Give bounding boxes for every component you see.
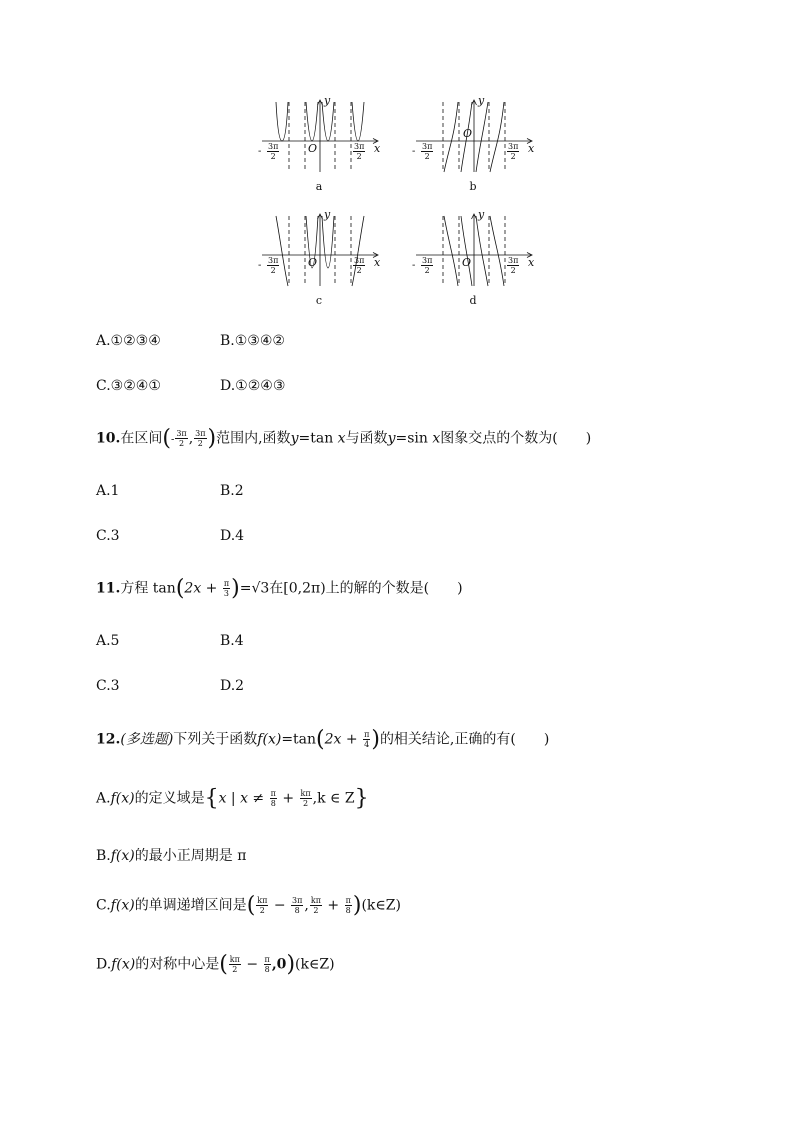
q11-option-b: B.4 (220, 633, 244, 649)
y-axis-label: y (478, 208, 485, 221)
q10-text: =sin (395, 430, 433, 447)
q10-text: 图象交点的个数为( ) (440, 430, 592, 447)
q10-stem: 10.在区间(- $\frac{3\pi}{2}$ , $\frac{3\pi}{2}$ )范围内,函数y=tan x与函数y=sin x图象交点的个数为( ) (96, 426, 592, 451)
set-builder: x | x ≠ (218, 790, 269, 807)
fraction: $\frac{\pi}{3}$ (223, 579, 230, 598)
q11-stem (96, 576, 463, 601)
origin-label: O (308, 256, 318, 269)
q12-option-a (96, 786, 369, 811)
minus: − (241, 956, 263, 973)
minus: - (170, 434, 175, 446)
origin-label: O (463, 127, 473, 140)
fraction: $\frac{k\pi}{2}$ (310, 896, 321, 915)
x-axis-label: x (528, 142, 535, 155)
y-axis-label: y (324, 208, 331, 221)
x-axis-label: x (528, 256, 535, 269)
argument: 2x + (324, 731, 363, 748)
option-text: 的最小正周期是 π (134, 848, 247, 864)
left-tick-minus: - (258, 146, 262, 157)
multi-choice-tag: (多选题) (120, 731, 174, 748)
graph-a-plot (254, 94, 384, 174)
fraction: $\frac{3\pi}{2}$ (195, 429, 206, 448)
right-paren: ) (371, 727, 380, 752)
fraction: $\frac{\pi}{8}$ (264, 955, 270, 974)
fraction: $\frac{k\pi}{2}$ (300, 789, 311, 808)
graph-caption: c (315, 294, 323, 307)
option-letter: A. (96, 790, 111, 807)
function-name: f(x) (110, 790, 135, 807)
y-axis-label: y (478, 94, 485, 107)
origin-label: O (462, 256, 472, 269)
graph-b-plot (408, 94, 538, 174)
fraction: $\frac{\pi}{8}$ (345, 896, 351, 915)
equals: = (239, 580, 252, 597)
graph-d-plot (408, 208, 538, 288)
origin-label: O (308, 142, 318, 155)
x-axis-label: x (374, 142, 381, 155)
sqrt-three: √3 (251, 580, 270, 597)
function-name: f(x) (110, 897, 135, 914)
y-axis-label: y (324, 94, 331, 107)
var-x: x (432, 430, 441, 447)
right-tick-label: $\frac{3\pi}{2}$ (354, 256, 365, 275)
q10-option-a: A.1 (96, 483, 120, 499)
q11-option-d: D.2 (220, 678, 245, 694)
left-tick-minus: - (258, 260, 262, 271)
q9-option-c: C.③②④① (96, 378, 161, 394)
right-paren: ) (231, 576, 240, 601)
fraction: $\frac{3\pi}{2}$ (176, 429, 187, 448)
left-paren: ( (246, 893, 256, 918)
option-letter: B. (96, 848, 111, 864)
graph-c-plot (254, 208, 384, 288)
fraction: $\frac{\pi}{8}$ (270, 789, 276, 808)
function-name: f(x) (111, 956, 136, 973)
left-paren: ( (316, 727, 325, 752)
q9-option-d: D.①②④③ (220, 378, 286, 394)
left-tick-label: $\frac{3\pi}{2}$ (422, 142, 433, 161)
q10-text: 与函数 (345, 430, 388, 447)
option-text: 的定义域是 (134, 790, 205, 807)
q12-option-b (96, 845, 246, 865)
fraction: $\frac{k\pi}{2}$ (229, 955, 240, 974)
graph-a (254, 94, 384, 199)
right-brace: } (354, 786, 369, 811)
q9-option-b: B.①③④② (220, 333, 285, 349)
option-text: 的对称中心是 (135, 956, 220, 973)
graph-b (408, 94, 538, 199)
plus: + (277, 790, 299, 807)
var-y: y (387, 430, 396, 447)
zero: ,0 (271, 956, 287, 973)
graph-caption: d (469, 294, 477, 307)
minus: − (269, 897, 291, 914)
q9-option-a: A.①②③④ (96, 333, 161, 349)
q10-option-d: D.4 (220, 528, 245, 544)
graph-c (254, 208, 384, 313)
set-builder: ,k ∈ Z (312, 790, 355, 807)
integer-condition: (k∈Z) (295, 956, 335, 973)
x-axis-label: x (374, 256, 381, 269)
left-tick-label: $\frac{3\pi}{2}$ (268, 142, 279, 161)
question-number: 11. (96, 580, 121, 597)
graph-caption: a (315, 180, 323, 193)
q10-text: 范围内,函数 (216, 430, 291, 447)
left-tick-minus: - (412, 146, 416, 157)
question-number: 12. (96, 731, 121, 748)
graph-caption: b (469, 180, 477, 193)
option-letter: C. (96, 897, 111, 914)
left-paren: ( (219, 952, 228, 977)
question-number: 10. (96, 430, 121, 447)
fraction: $\frac{k\pi}{2}$ (257, 896, 268, 915)
option-text: 的单调递增区间是 (134, 897, 247, 914)
var-x: x (337, 430, 346, 447)
right-tick-label: $\frac{3\pi}{2}$ (354, 142, 365, 161)
argument: 2x + (184, 580, 222, 597)
function-name: f(x) (257, 731, 282, 748)
q10-text: =tan (298, 430, 338, 447)
left-tick-minus: - (412, 260, 416, 271)
var-y: y (290, 430, 299, 447)
q12-option-c (96, 893, 401, 918)
q12-text: 的相关结论,正确的有( ) (379, 731, 550, 748)
q11-text: 在[0,2π)上的解的个数是( ) (269, 580, 463, 597)
integer-condition: (k∈Z) (361, 897, 401, 914)
plus: + (322, 897, 344, 914)
q10-option-b: B.2 (220, 483, 244, 499)
fraction: $\frac{3\pi}{8}$ (292, 896, 303, 915)
left-tick-label: $\frac{3\pi}{2}$ (422, 256, 433, 275)
right-paren: ) (286, 952, 296, 977)
q12-stem (96, 727, 549, 752)
right-tick-label: $\frac{3\pi}{2}$ (508, 256, 519, 275)
q12-text: 下列关于函数 (173, 731, 258, 748)
left-paren: ( (175, 576, 185, 601)
comma: , (304, 897, 309, 914)
q12-text: =tan (281, 731, 317, 748)
fraction: $\frac{\pi}{4}$ (364, 730, 370, 749)
left-paren: ( (162, 426, 171, 451)
q10-text: 在区间 (120, 430, 163, 447)
left-brace: { (204, 786, 219, 811)
function-name: f(x) (110, 848, 135, 864)
q11-text: 方程 tan (120, 580, 176, 597)
left-tick-label: $\frac{3\pi}{2}$ (268, 256, 279, 275)
option-letter: D. (96, 956, 112, 973)
right-paren: ) (207, 426, 217, 451)
graph-d (408, 208, 538, 313)
q12-option-d (96, 952, 335, 977)
q11-option-a: A.5 (96, 633, 120, 649)
right-tick-label: $\frac{3\pi}{2}$ (508, 142, 519, 161)
right-paren: ) (352, 893, 362, 918)
q10-option-c: C.3 (96, 528, 120, 544)
q11-option-c: C.3 (96, 678, 120, 694)
